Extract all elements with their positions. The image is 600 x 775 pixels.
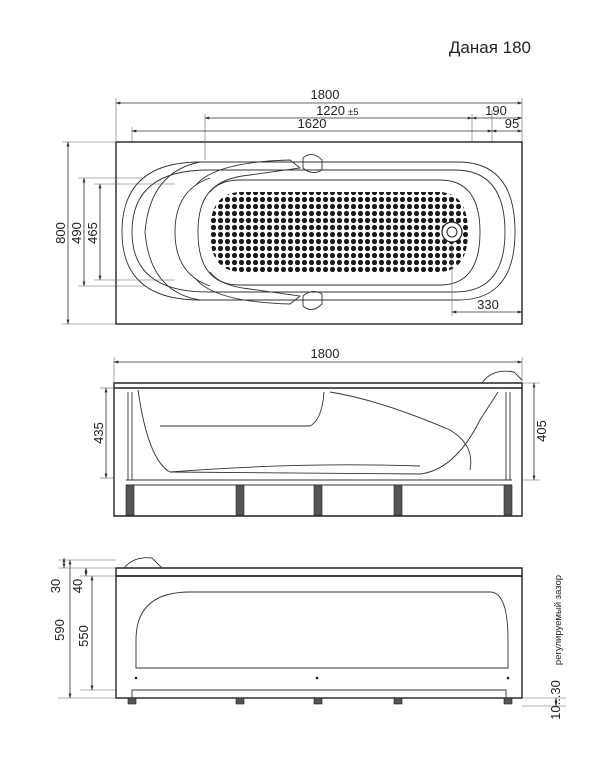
front-panel-shape — [136, 592, 508, 668]
top-headrest-inner — [175, 178, 210, 286]
dim-side-length: 1800 — [310, 346, 340, 361]
top-armrest-upper — [196, 160, 300, 192]
dim-width-total: 800 — [53, 222, 68, 244]
top-armrest-lower — [196, 272, 300, 304]
side-tub-floor — [170, 465, 420, 472]
front-rim — [116, 568, 522, 576]
dim-right-offset-a: 190 — [485, 103, 507, 118]
drawing-title: Даная 180 — [448, 38, 531, 57]
side-view — [91, 346, 549, 516]
front-rim-lip — [124, 558, 162, 568]
side-rim — [114, 383, 522, 388]
dim-width-a: 490 — [69, 222, 84, 244]
top-headrest — [145, 162, 200, 300]
side-tub-inner — [160, 392, 324, 426]
anti-slip-dots — [210, 192, 468, 272]
top-view — [53, 87, 522, 324]
dim-side-height-left: 435 — [91, 422, 106, 444]
side-tub-profile — [138, 390, 498, 474]
dim-inner-length: 1620 — [297, 116, 327, 131]
dim-right-offset-b: 95 — [504, 116, 520, 131]
dim-front-gap: 10...30 — [548, 680, 563, 720]
dim-front-panel-top: 40 — [70, 578, 85, 594]
dim-center-tolerance: ±5 — [348, 107, 359, 118]
dim-total-length: 1800 — [310, 87, 340, 102]
dim-front-panel-height: 550 — [76, 625, 91, 647]
front-screws — [135, 677, 510, 680]
side-legs — [126, 485, 512, 515]
side-rim-lip — [482, 371, 522, 383]
front-legs — [128, 698, 512, 704]
front-gap-label: регулируемый зазор — [553, 574, 564, 666]
front-base-frame — [132, 690, 506, 698]
side-back-rest — [330, 392, 471, 470]
front-panel — [116, 576, 522, 698]
dim-front-rim: 30 — [48, 578, 63, 594]
dim-width-b: 465 — [85, 222, 100, 244]
dim-side-height-right: 405 — [534, 420, 549, 442]
dim-drain-offset: 330 — [477, 297, 499, 312]
front-view — [48, 558, 566, 720]
dim-front-total-height: 590 — [52, 619, 67, 641]
dim-center-span: 1220 — [316, 103, 345, 118]
top-handle-lower — [303, 291, 322, 309]
drain-inner — [447, 227, 457, 237]
